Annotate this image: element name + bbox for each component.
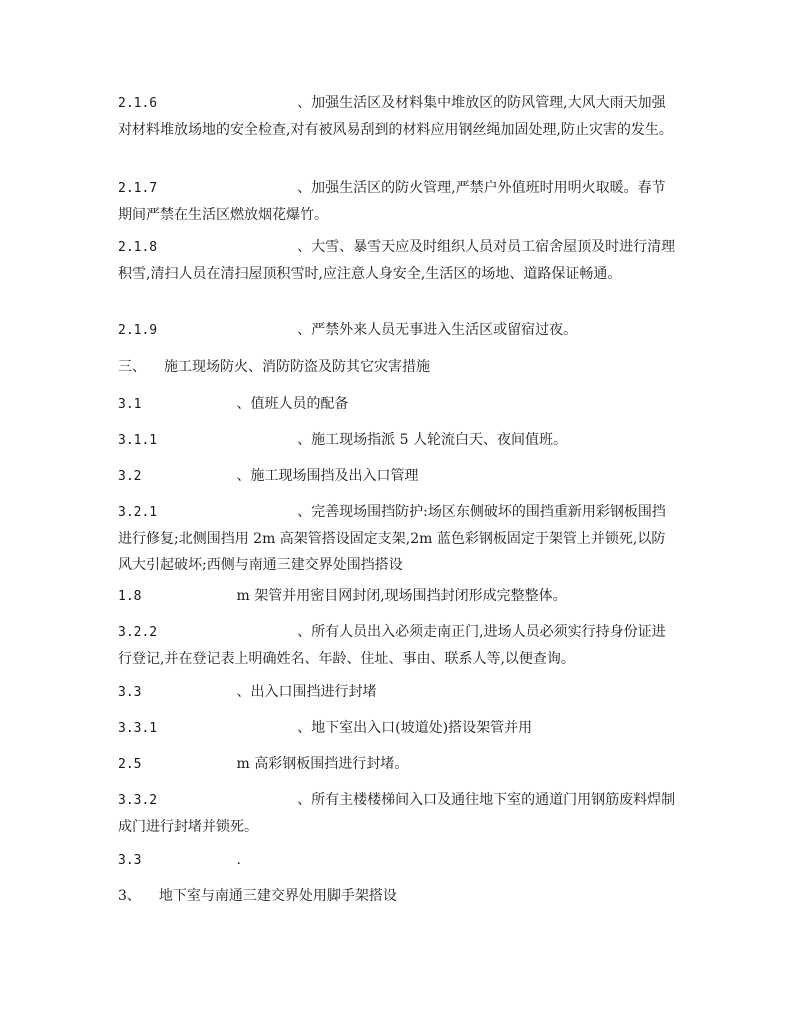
section-number: 3.3 bbox=[118, 853, 142, 868]
paragraph-text: 、出入口围挡进行封堵 bbox=[236, 684, 377, 700]
paragraph-2-1-9 bbox=[118, 317, 678, 344]
section-number: 3.3.1 bbox=[118, 721, 158, 736]
paragraph-3-3-1 bbox=[118, 715, 678, 742]
paragraph-3-1 bbox=[118, 391, 678, 418]
section-number: 3.1.1 bbox=[118, 433, 158, 448]
paragraph-2-1-7 bbox=[118, 175, 678, 228]
paragraph-text: 、加强生活区的防火管理,严禁户外值班时用明火取暖。春节期间严禁在生活区燃放烟花爆竹。 bbox=[118, 180, 666, 223]
section-number: 3.2.1 bbox=[118, 505, 158, 520]
paragraph-text: m 架管并用密目网封闭,现场围挡封闭形成完整整体。 bbox=[236, 588, 567, 604]
section-number: 3.3 bbox=[118, 685, 142, 700]
section-number: 3.2 bbox=[118, 469, 142, 484]
paragraph-3-1-1 bbox=[118, 427, 678, 454]
paragraph-1-8 bbox=[118, 583, 678, 610]
paragraph-text: 、完善现场围挡防护:场区东侧破坏的围挡重新用彩钢板围挡进行修复;北侧围挡用 2m 高架管搭设固定支架,2m 蓝色彩钢板固定于架管上并锁死,以防风大引起破坏;西侧与南通三建交界处围挡搭设 bbox=[118, 504, 666, 573]
section-number: 2.1.7 bbox=[118, 181, 158, 196]
value-number: 1.8 bbox=[118, 589, 142, 604]
paragraph-3-3-2 bbox=[118, 787, 678, 840]
paragraph-text: 、地下室出入口(坡道处)搭设架管并用 bbox=[297, 720, 533, 736]
section-heading-3-sub bbox=[118, 883, 678, 909]
paragraph-2-1-6 bbox=[118, 90, 678, 143]
section-number: 2.1.6 bbox=[118, 96, 158, 111]
paragraph-text: 、加强生活区及材料集中堆放区的防风管理,大风大雨天加强对材料堆放场地的安全检查,对有被风易刮到的材料应用钢丝绳加固处理,防止灾害的发生。 bbox=[118, 95, 673, 138]
heading-text: 地下室与南通三建交界处用脚手架搭设 bbox=[158, 888, 397, 904]
section-number: 3.1 bbox=[118, 397, 142, 412]
paragraph-3-2 bbox=[118, 463, 678, 490]
paragraph-3-2-2 bbox=[118, 619, 678, 672]
paragraph-text: 、大雪、暴雪天应及时组织人员对员工宿舍屋顶及时进行清理积雪,清扫人员在清扫屋顶积雪时,应注意人身安全,生活区的场地、道路保证畅通。 bbox=[118, 239, 676, 282]
section-number: 3、 bbox=[118, 888, 141, 904]
paragraph-3-3 bbox=[118, 679, 678, 706]
paragraph-text: 、值班人员的配备 bbox=[236, 396, 349, 412]
paragraph-text: 、所有人员出入必须走南正门,进场人员必须实行持身份证进行登记,并在登记表上明确姓名、年龄、住址、事由、联系人等,以便查询。 bbox=[118, 624, 666, 667]
value-number: 2.5 bbox=[118, 757, 142, 772]
paragraph-text: 、所有主楼楼梯间入口及通往地下室的通道门用钢筋废料焊制成门进行封堵并锁死。 bbox=[118, 792, 676, 835]
paragraph-2-5 bbox=[118, 751, 678, 778]
paragraph-3-3-dot bbox=[118, 847, 678, 874]
paragraph-text: m 高彩钢板围挡进行封堵。 bbox=[236, 756, 409, 772]
section-number: 2.1.8 bbox=[118, 240, 158, 255]
paragraph-text: 、施工现场指派 5 人轮流白天、夜间值班。 bbox=[297, 432, 567, 448]
paragraph-3-2-1 bbox=[118, 499, 678, 578]
section-number: 3.3.2 bbox=[118, 793, 158, 808]
section-number: 2.1.9 bbox=[118, 323, 158, 338]
paragraph-text: 、施工现场围挡及出入口管理 bbox=[236, 468, 419, 484]
section-number: 三、 bbox=[118, 359, 146, 375]
section-heading-3 bbox=[118, 354, 678, 380]
heading-text: 施工现场防火、消防防盗及防其它灾害措施 bbox=[164, 359, 430, 375]
paragraph-text: . bbox=[236, 852, 241, 868]
paragraph-text: 、严禁外来人员无事进入生活区或留宿过夜。 bbox=[297, 322, 578, 338]
paragraph-2-1-8 bbox=[118, 234, 678, 287]
section-number: 3.2.2 bbox=[118, 625, 158, 640]
